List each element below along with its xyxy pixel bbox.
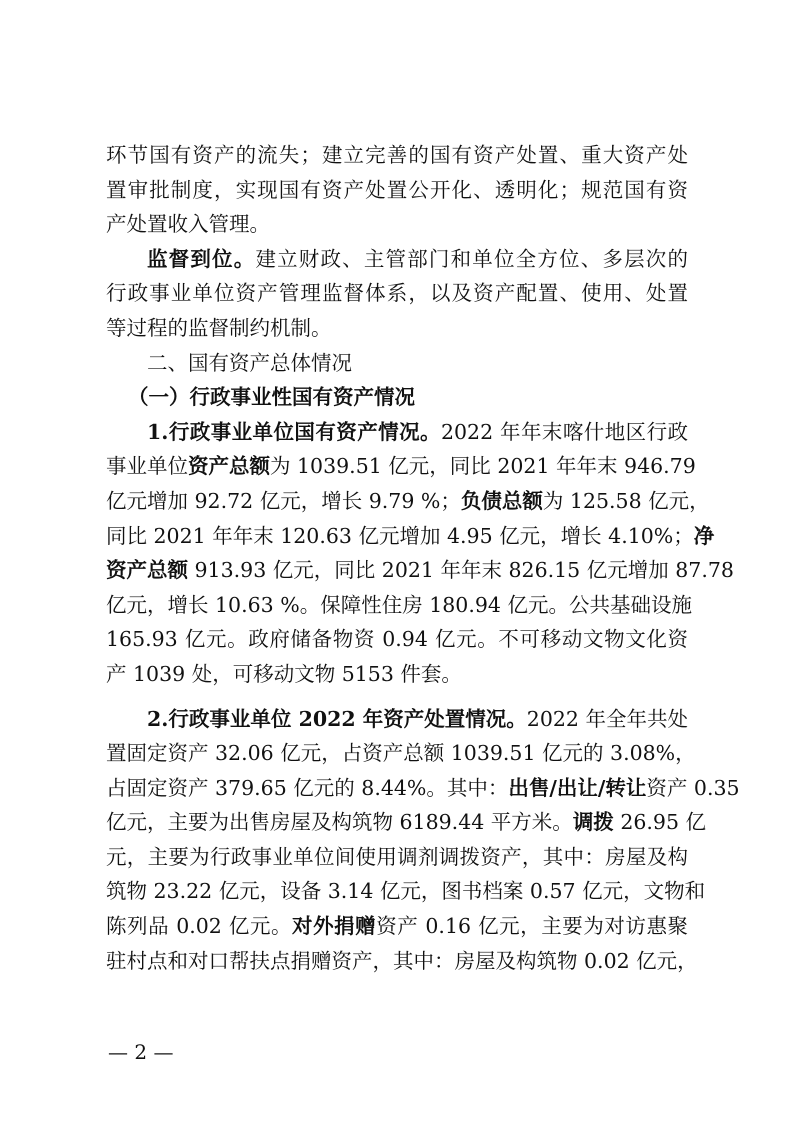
body-line-10: 事业单位资产总额为 1039.51 亿元，同比 2021 年年末 946.79 <box>106 454 696 479</box>
body-line-6: 等过程的监督制约机制。 <box>106 315 332 340</box>
body-line-15: 165.93 亿元。政府储备物资 0.94 亿元。不可移动文物文化资 <box>106 627 688 652</box>
body-line-20: 亿元，主要为出售房屋及构筑物 6189.44 平方米。调拨 26.95 亿 <box>106 810 707 835</box>
body-line-5: 行政事业单位资产管理监督体系，以及资产配置、使用、处置 <box>106 281 688 306</box>
body-line-18: 置固定资产 32.06 亿元，占资产总额 1039.51 亿元的 3.08%， <box>106 741 696 766</box>
body-line-1: 环节国有资产的流失；建立完善的国有资产处置、重大资产处 <box>106 143 688 167</box>
body-line-2: 置审批制度，实现国有资产处置公开化、透明化；规范国有资 <box>106 177 688 202</box>
paragraph-assets: 1.行政事业单位国有资产情况。2022 年年末喀什地区行政 <box>147 419 689 444</box>
body-line-14: 亿元，增长 10.63 %。保障性住房 180.94 亿元。公共基础设施 <box>106 592 692 617</box>
body-line-3: 产处置收入管理。 <box>106 212 270 237</box>
body-line-24: 驻村点和对口帮扶点捐赠资产，其中：房屋及构筑物 0.02 亿元， <box>106 948 698 973</box>
body-line-11: 亿元增加 92.72 亿元，增长 9.79 %；负债总额为 125.58 亿元， <box>106 488 710 513</box>
body-line-12: 同比 2021 年年末 120.63 亿元增加 4.95 亿元，增长 4.10%；净 <box>106 523 715 548</box>
inline-heading: 1.行政事业单位国有资产情况。 <box>147 419 441 444</box>
body-line-22: 筑物 23.22 亿元，设备 3.14 亿元，图书档案 0.57 亿元，文物和 <box>106 879 706 904</box>
paragraph-supervision: 监督到位。建立财政、主管部门和单位全方位、多层次的 <box>147 246 688 271</box>
inline-heading: 2.行政事业单位 2022 年资产处置情况。 <box>147 706 527 731</box>
body-line-19: 占固定资产 379.65 亿元的 8.44%。其中：出售/出让/转让资产 0.35 <box>106 775 740 800</box>
subsection-heading-1: （一）行政事业性国有资产情况 <box>128 385 415 410</box>
body-line-16: 产 1039 处，可移动文物 5153 件套。 <box>106 661 462 686</box>
section-heading-2: 二、国有资产总体情况 <box>147 350 352 375</box>
document-body <box>106 138 740 978</box>
paragraph-disposal: 2.行政事业单位 2022 年资产处置情况。2022 年全年共处 <box>147 706 689 731</box>
body-line-23: 陈列品 0.02 亿元。对外捐赠资产 0.16 亿元，主要为对访惠聚 <box>106 914 688 939</box>
body-line-21: 元，主要为行政事业单位间使用调剂调拨资产，其中：房屋及构 <box>106 844 688 869</box>
body-line-13: 资产总额 913.93 亿元，同比 2021 年年末 826.15 亿元增加 87.78 <box>106 558 734 583</box>
inline-heading: 监督到位。 <box>147 246 256 271</box>
page-number: — 2 — <box>108 1040 174 1064</box>
